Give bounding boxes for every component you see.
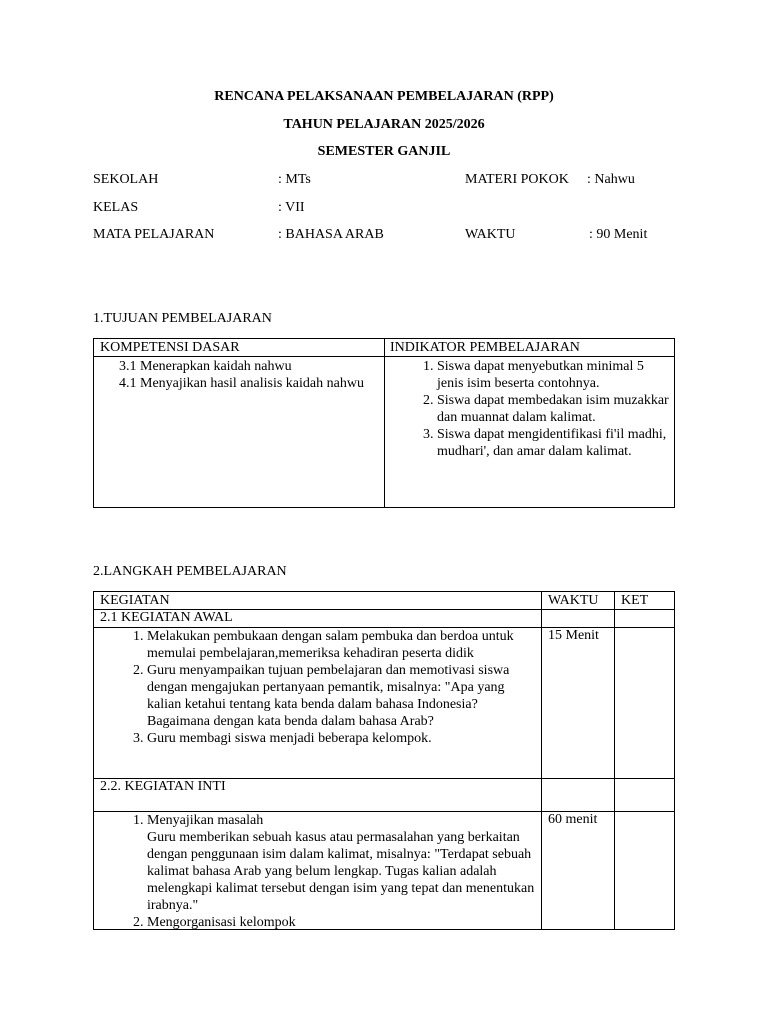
table-divider (384, 339, 385, 507)
mapel-value: : BAHASA ARAB (278, 227, 384, 242)
list-item-body: Guru memberikan sebuah kasus atau permasalahan yang berkaitan dengan penggunaan isim dalam kalimat, misalnya: "Terdapat sebuah kalimat bahasa Arab yang belum lengkap. Tugas kalian adalah melengkapi kalimat tersebut dengan isim yang tepat dan menentukan irabnya." (147, 830, 535, 913)
section-tujuan-heading: 1.TUJUAN PEMBELAJARAN (93, 311, 272, 326)
indikator-item: 3. Siswa dapat mengidentifikasi fi'il madhi, mudhari', dan amar dalam kalimat. (437, 426, 673, 460)
waktu-label: WAKTU (465, 227, 516, 242)
sekolah-label: SEKOLAH (93, 172, 159, 187)
indikator-item: 1. Siswa dapat menyebutkan minimal 5 jenis isim beserta contohnya. (437, 358, 673, 392)
kegiatan-inti-title: 2.2. KEGIATAN INTI (100, 779, 226, 794)
list-item: 1. Melakukan pembukaan dengan salam pembuka dan berdoa untuk memulai pembelajaran,memeriksa kehadiran peserta didik (147, 628, 540, 662)
section-langkah-heading: 2.LANGKAH PEMBELAJARAN (93, 564, 287, 579)
tujuan-table (93, 338, 675, 508)
semester-title: SEMESTER GANJIL (317, 144, 451, 159)
kelas-value: : VII (278, 200, 305, 215)
academic-year-title: TAHUN PELAJARAN 2025/2026 (283, 117, 485, 132)
materi-label: MATERI POKOK (465, 172, 569, 187)
kd-item: 4.1 Menyajikan hasil analisis kaidah nahwu (119, 376, 364, 391)
kompetensi-header: KOMPETENSI DASAR (100, 340, 240, 355)
list-item: 3. Guru membagi siswa menjadi beberapa kelompok. (147, 730, 540, 747)
list-item-title: Menyajikan masalah (147, 813, 264, 828)
indikator-item: 2. Siswa dapat membedakan isim muzakkar dan muannat dalam kalimat. (437, 392, 673, 426)
kd-item: 3.1 Menerapkan kaidah nahwu (119, 359, 292, 374)
indikator-header: INDIKATOR PEMBELAJARAN (390, 340, 580, 355)
kompetensi-cell (100, 358, 378, 392)
table-divider (614, 592, 615, 929)
list-item (147, 812, 540, 914)
kegiatan-inti-waktu: 60 menit (548, 812, 598, 827)
waktu-value: : 90 Menit (589, 227, 648, 242)
kegiatan-awal-title: 2.1 KEGIATAN AWAL (100, 610, 233, 625)
kegiatan-awal-list (100, 628, 540, 747)
document-title: RENCANA PELAKSANAAN PEMBELAJARAN (RPP) (214, 89, 554, 104)
waktu-header: WAKTU (548, 593, 599, 608)
indikator-list (391, 358, 673, 460)
mapel-label: MATA PELAJARAN (93, 227, 215, 242)
kegiatan-awal-waktu: 15 Menit (548, 628, 599, 643)
list-item: 2. Guru menyampaikan tujuan pembelajaran dan memotivasi siswa dengan mengajukan pertanyaan pemantik, misalnya: "Apa yang kalian ketahui tentang kata benda dalam bahasa Indonesia? Bagaimana dengan kata benda dalam bahasa Arab? (147, 662, 540, 730)
ket-header: KET (621, 593, 649, 608)
materi-value: : Nahwu (587, 172, 635, 187)
sekolah-value: : MTs (278, 172, 311, 187)
table-divider (94, 356, 674, 357)
langkah-table (93, 591, 675, 930)
kegiatan-inti-list (100, 812, 540, 931)
table-divider (541, 592, 542, 929)
kelas-label: KELAS (93, 200, 139, 215)
list-item: 2. Mengorganisasi kelompok (147, 914, 540, 931)
kegiatan-header: KEGIATAN (100, 593, 170, 608)
